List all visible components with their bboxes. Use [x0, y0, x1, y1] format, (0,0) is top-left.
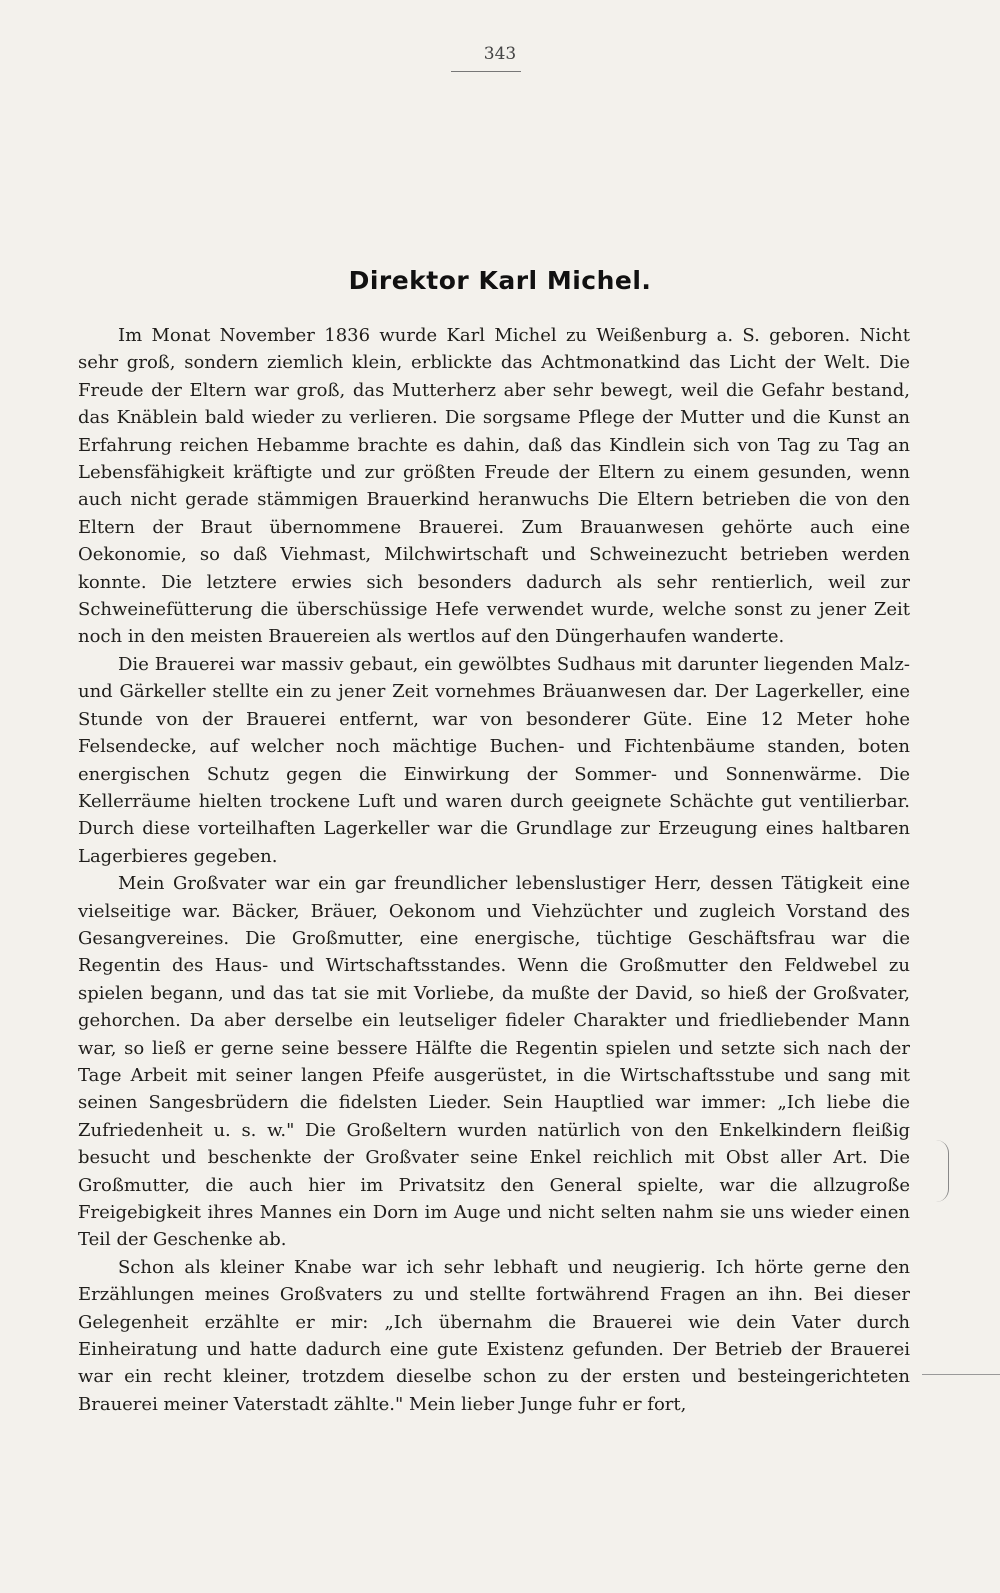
margin-pencil-bracket — [936, 1140, 949, 1202]
page-number-rule — [451, 71, 521, 72]
paragraph-3: Mein Großvater war ein gar freundlicher lebenslustiger Herr, dessen Tätigkeit eine vielseitige war. Bäcker, Bräuer, Oekonom und Viehzüchter und zugleich Vorstand des Gesangvereines. Die Großmutter, eine energische, tüchtige Geschäftsfrau war die Regentin des Haus- und Wirtschaftsstandes. Wenn die Großmutter den Feldwebel zu spielen begann, und das tat sie mit Vorliebe, da mußte der David, so hieß der Großvater, gehorchen. Da aber derselbe ein leutseliger fideler Charakter und friedliebender Mann war, so ließ er gerne seine bessere Hälfte die Regentin spielen und setzte sich nach der Tage Arbeit mit seiner langen Pfeife ausgerüstet, in die Wirtschaftsstube und sang mit seinen Sangesbrüdern die fidelsten Lieder. Sein Hauptlied war immer: „Ich liebe die Zufriedenheit u. s. w." Die Großeltern wurden natürlich von den Enkelkindern fleißig besucht und beschenkte der Großvater seine Enkel reichlich mit Obst aller Art. Die Großmutter, die auch hier im Privatsitz den General spielte, war die allzugroße Freigebigkeit ihres Mannes ein Dorn im Auge und nicht selten nahm sie uns wieder einen Teil der Geschenke ab. — [78, 873, 910, 1251]
paragraph-4: Schon als kleiner Knabe war ich sehr lebhaft und neugierig. Ich hörte gerne den Erzählungen meines Großvaters zu und stellte fortwährend Fragen an ihn. Bei dieser Gelegenheit erzählte er mir: „Ich übernahm die Brauerei wie dein Vater durch Einheiratung und hatte dadurch eine gute Existenz gefunden. Der Betrieb der Brauerei war ein recht kleiner, trotzdem dieselbe schon zu der ersten und besteingerichteten Brauerei meiner Vaterstadt zählte." Mein lieber Junge fuhr er fort, — [78, 1256, 910, 1415]
paragraph-1: Im Monat November 1836 wurde Karl Michel zu Weißenburg a. S. geboren. Nicht sehr groß, sondern ziemlich klein, erblickte das Achtmonatkind das Licht der Welt. Die Freude der Eltern war groß, das Mutterherz aber sehr bewegt, weil die Gefahr bestand, das Knäblein bald wieder zu verlieren. Die sorgsame Pflege der Mutter und die Kunst an Erfahrung reichen Hebamme brachte es dahin, daß das Kindlein sich von Tag zu Tag an Lebensfähigkeit kräftigte und zur größten Freude der Eltern zu einem gesunden, wenn auch nicht gerade stämmigen Brauerkind heranwuchs Die Eltern betrieben die von den Eltern der Braut übernommene Brauerei. Zum Brauanwesen gehörte auch eine Oekonomie, so daß Viehmast, Milchwirtschaft und Schweinezucht betrieben werden konnte. Die letztere erwies sich besonders dadurch als sehr rentierlich, weil zur Schweinefütterung die überschüssige Hefe verwendet wurde, welche sonst zu jener Zeit noch in den meisten Brauereien als wertlos auf den Düngerhaufen wanderte. — [78, 325, 910, 648]
body-text — [78, 322, 910, 1418]
margin-pencil-line — [922, 1374, 1000, 1375]
page-number: 343 — [483, 44, 517, 64]
chapter-title: Direktor Karl Michel. — [348, 266, 652, 295]
paragraph-2: Die Brauerei war massiv gebaut, ein gewölbtes Sudhaus mit darunter liegenden Malz- und Gärkeller stellte ein zu jener Zeit vornehmes Bräuanwesen dar. Der Lagerkeller, eine Stunde von der Brauerei entfernt, war von besonderer Güte. Eine 12 Meter hohe Felsendecke, auf welcher noch mächtige Buchen- und Fichtenbäume standen, boten energischen Schutz gegen die Einwirkung der Sommer- und Sonnenwärme. Die Kellerräume hielten trockene Luft und waren durch geeignete Schächte gut ventilierbar. Durch diese vorteilhaften Lagerkeller war die Grundlage zur Erzeugung eines haltbaren Lagerbieres gegeben. — [78, 653, 910, 867]
